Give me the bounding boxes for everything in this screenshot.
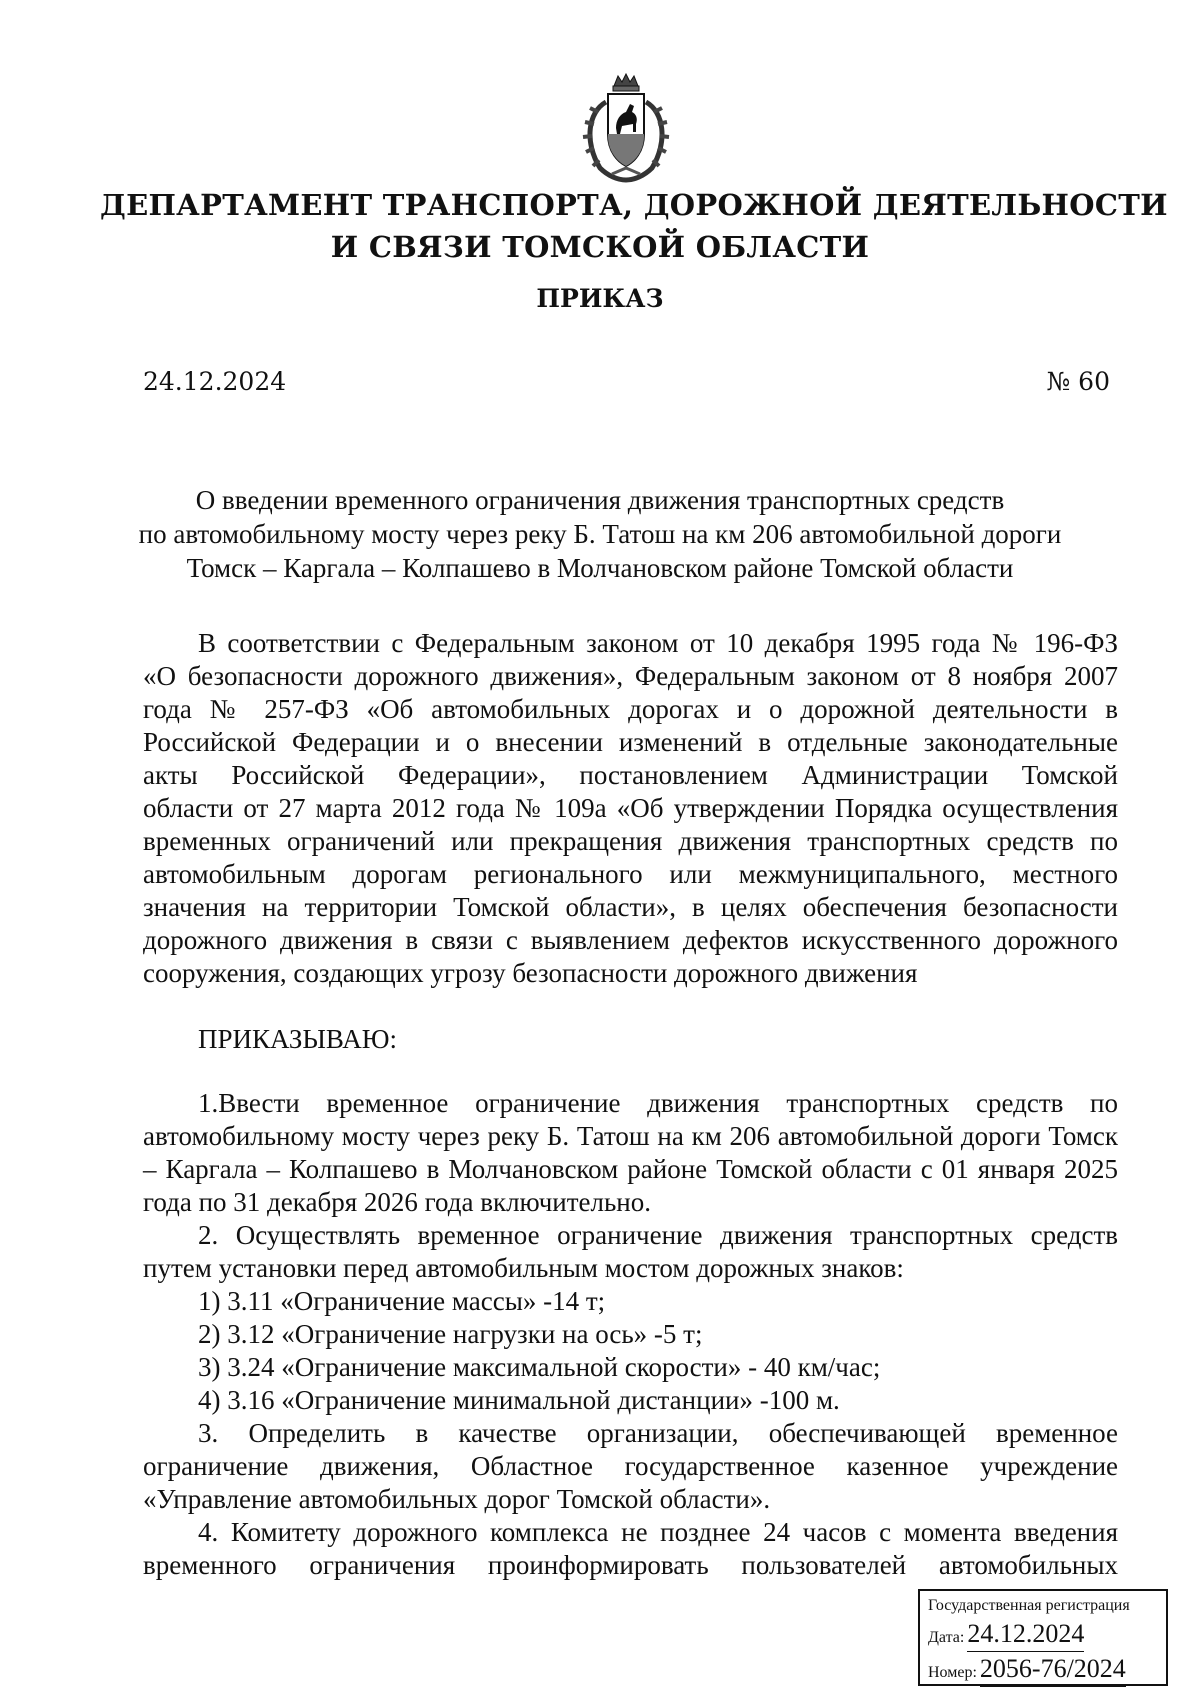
text-line: «О безопасности дорожного движения», Федеральным законом от 8 ноября 2007 — [143, 661, 1118, 691]
order-word: ПРИКАЗЫВАЮ: — [198, 1024, 397, 1054]
sign-item: 4) 3.16 «Ограничение минимальной дистанции» -100 м. — [198, 1385, 840, 1415]
text-line: 4. Комитету дорожного комплекса не позднее 24 часов с момента введения — [198, 1517, 1118, 1547]
department-line-1: ДЕПАРТАМЕНТ ТРАНСПОРТА, ДОРОЖНОЙ ДЕЯТЕЛЬНОСТИ — [100, 188, 1168, 222]
text-line: путем установки перед автомобильным мостом дорожных знаков: — [143, 1253, 904, 1283]
sign-item: 3) 3.24 «Ограничение максимальной скорости» - 40 км/час; — [198, 1352, 881, 1382]
text-line: года по 31 декабря 2026 года включительно. — [143, 1187, 651, 1217]
department-line-2: И СВЯЗИ ТОМСКОЙ ОБЛАСТИ — [330, 230, 870, 264]
registration-number-label: Номер: — [928, 1664, 977, 1681]
text-line: – Каргала – Колпашево в Молчановском районе Томской области с 01 января 2025 — [143, 1154, 1118, 1184]
registration-date-value: 24.12.2024 — [967, 1617, 1084, 1652]
text-line: В соответствии с Федеральным законом от 10 декабря 1995 года № 196-ФЗ — [198, 628, 1118, 658]
text-line: 2. Осуществлять временное ограничение движения транспортных средств — [198, 1220, 1118, 1250]
text-line: временных ограничений или прекращения движения транспортных средств по — [143, 826, 1118, 856]
registration-number-row — [928, 1652, 1158, 1687]
registration-date-row — [928, 1617, 1158, 1652]
text-line: «Управление автомобильных дорог Томской области». — [143, 1484, 771, 1514]
text-line: значения на территории Томской области», в целях обеспечения безопасности — [143, 892, 1118, 922]
subject-line: Томск – Каргала – Колпашево в Молчановском районе Томской области — [186, 553, 1014, 583]
order-number: № 60 — [1046, 367, 1110, 396]
text-line: ограничение движения, Областное государственное казенное учреждение — [143, 1451, 1118, 1481]
subject-line: по автомобильному мосту через реку Б. Татош на км 206 автомобильной дороги — [138, 519, 1062, 549]
sign-item: 1) 3.11 «Ограничение массы» -14 т; — [198, 1286, 606, 1316]
text-line: автомобильному мосту через реку Б. Татош на км 206 автомобильной дороги Томск — [143, 1121, 1118, 1151]
registration-date-label: Дата: — [928, 1629, 965, 1646]
department-name — [100, 184, 1168, 268]
text-line: автомобильным дорогам регионального или межмуниципального, местного — [143, 859, 1118, 889]
text-line: Российской Федерации и о внесении изменений в отдельные законодательные — [143, 727, 1118, 757]
document-type: ПРИКАЗ — [536, 284, 664, 313]
text-line: 1.Ввести временное ограничение движения транспортных средств по — [198, 1088, 1118, 1118]
registration-stamp — [918, 1589, 1168, 1686]
preamble-paragraph — [143, 627, 1118, 990]
text-line: области от 27 марта 2012 года № 109а «Об утверждении Порядка осуществления — [143, 793, 1118, 823]
coat-of-arms-icon — [578, 72, 674, 184]
text-line: акты Российской Федерации», постановлением Администрации Томской — [143, 760, 1118, 790]
order-subject — [120, 483, 1080, 585]
registration-title: Государственная регистрация — [928, 1597, 1130, 1614]
registration-number-value: 2056-76/2024 — [980, 1652, 1126, 1687]
sign-item: 2) 3.12 «Ограничение нагрузки на ось» -5 т; — [198, 1319, 703, 1349]
order-items — [143, 1087, 1118, 1582]
text-line: дорожного движения в связи с выявлением дефектов искусственного дорожного — [143, 925, 1118, 955]
subject-line: О введении временного ограничения движения транспортных средств — [195, 485, 1005, 515]
text-line: временного ограничения проинформировать пользователей автомобильных — [143, 1550, 1118, 1580]
order-date: 24.12.2024 — [143, 367, 287, 396]
text-line: года № 257-ФЗ «Об автомобильных дорогах и о дорожной деятельности в — [143, 694, 1118, 724]
text-line: сооружения, создающих угрозу безопасности дорожного движения — [143, 958, 918, 988]
text-line: 3. Определить в качестве организации, обеспечивающей временное — [198, 1418, 1118, 1448]
